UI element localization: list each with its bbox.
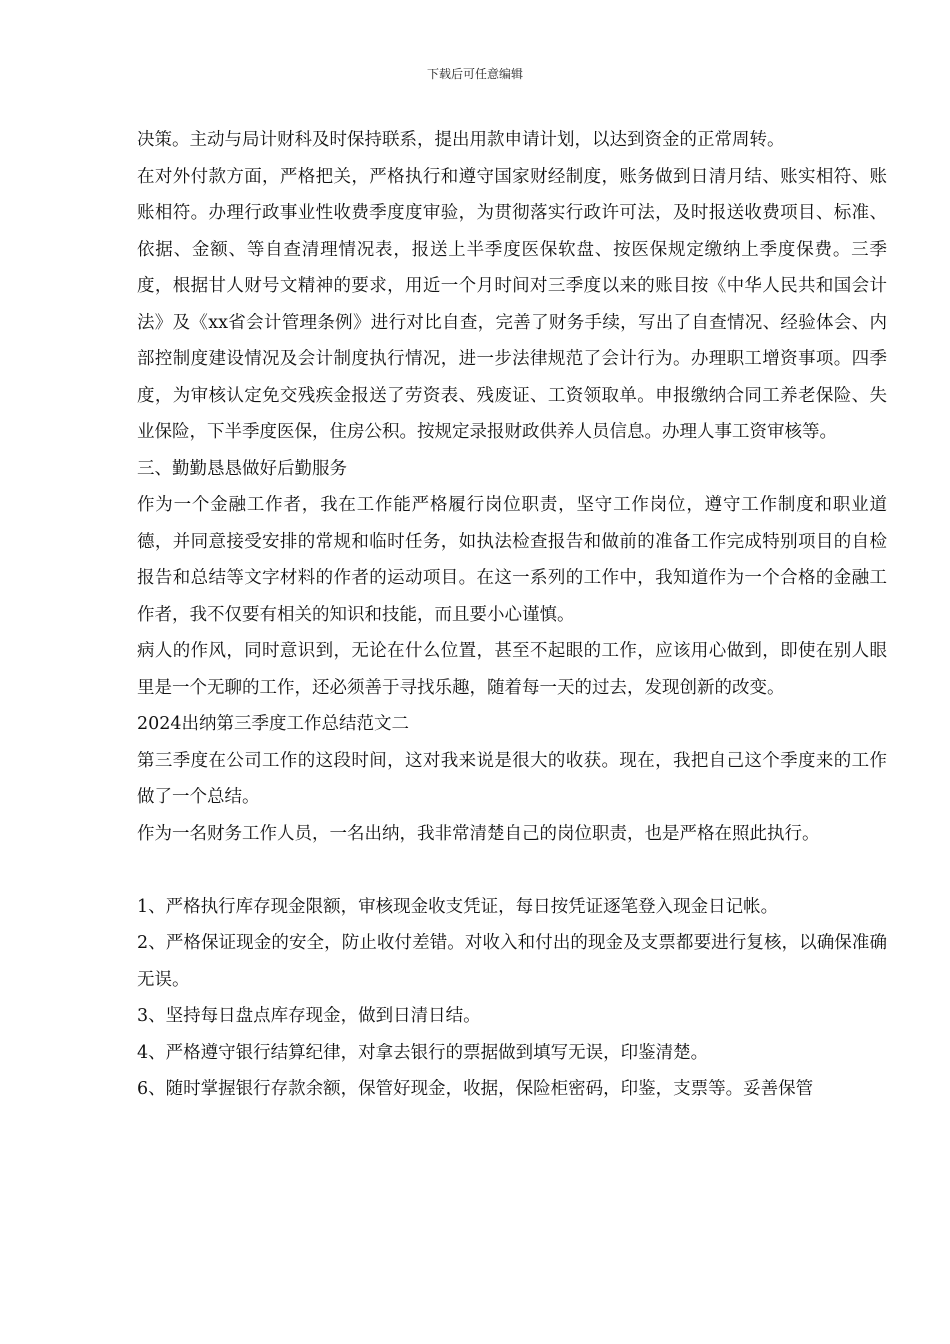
paragraph-1: 决策。主动与局计财科及时保持联系，提出用款申请计划，以达到资金的正常周转。 (137, 130, 785, 150)
paragraph-5: 病人的作风，同时意识到，无论在什么位置，甚至不起眼的工作，应该用心做到，即使在别人眼里是一个无聊的工作，还必须善于寻找乐趣，随着每一天的过去，发现创新的改变。 (137, 641, 887, 698)
list-item-1: 1、严格执行库存现金限额，审核现金收支凭证，每日按凭证逐笔登入现金日记帐。 (137, 896, 779, 917)
paragraph-4: 作为一个金融工作者，我在工作能严格履行岗位职责，坚守工作岗位，遵守工作制度和职业道德，并同意接受安排的常规和临时任务，如执法检查报告和做前的准备工作完成特别项目的自检报告和总结等文字材料的作者的运动项目。在这一系列的工作中，我知道作为一个合格的金融工作者，我不仅要有相关的知识和技能，而且要小心谨慎。 (137, 495, 887, 625)
paragraph-2: 在对外付款方面，严格把关，严格执行和遵守国家财经制度，账务做到日清月结、账实相符、账账相符。办理行政事业性收费季度度审验，为贯彻落实行政许可法，及时报送收费项目、标准、依据、金额、等自查清理情况表，报送上半季度医保软盘、按医保规定缴纳上季度保费。三季度，根据甘人财号文精神的要求，用近一个月时间对三季度以来的账目按《中华人民共和国会计法》及《xx省会计管理条例》进行对比自查，完善了财务手续，写出了自查情况、经验体会、内部控制度建设情况及会计制度执行情况，进一步法律规范了会计行为。办理职工增资事项。四季度，为审核认定免交残疾金报送了劳资表、残废证、工资领取单。申报缴纳合同工养老保险、失业保险，下半季度医保，住房公积。按规定录报财政供养人员信息。办理人事工资审核等。 (137, 166, 887, 442)
paragraph-7: 第三季度在公司工作的这段时间，这对我来说是很大的收获。现在，我把自己这个季度来的工作做了一个总结。 (137, 750, 887, 807)
page-header: 下载后可任意编辑 (426, 67, 523, 81)
document-body (137, 122, 887, 1108)
paragraph-8: 作为一名财务工作人员，一名出纳，我非常清楚自己的岗位职责，也是严格在照此执行。 (137, 823, 820, 844)
list-item-3: 3、坚持每日盘点库存现金，做到日清日结。 (137, 1006, 481, 1026)
list-item-2: 2、严格保证现金的安全，防止收付差错。对收入和付出的现金及支票都要进行复核，以确保准确无误。 (137, 933, 887, 990)
blank-line (137, 852, 887, 889)
section-heading-3: 三、勤勤恳恳做好后勤服务 (137, 458, 347, 479)
list-item-4: 4、严格遵守银行结算纪律，对拿去银行的票据做到填写无误，印鉴清楚。 (137, 1042, 709, 1063)
article-title-2: 2024出纳第三季度工作总结范文二 (137, 714, 410, 734)
list-item-6: 6、随时掌握银行存款余额，保管好现金，收据，保险柜密码，印鉴，支票等。妥善保管 (137, 1079, 814, 1099)
